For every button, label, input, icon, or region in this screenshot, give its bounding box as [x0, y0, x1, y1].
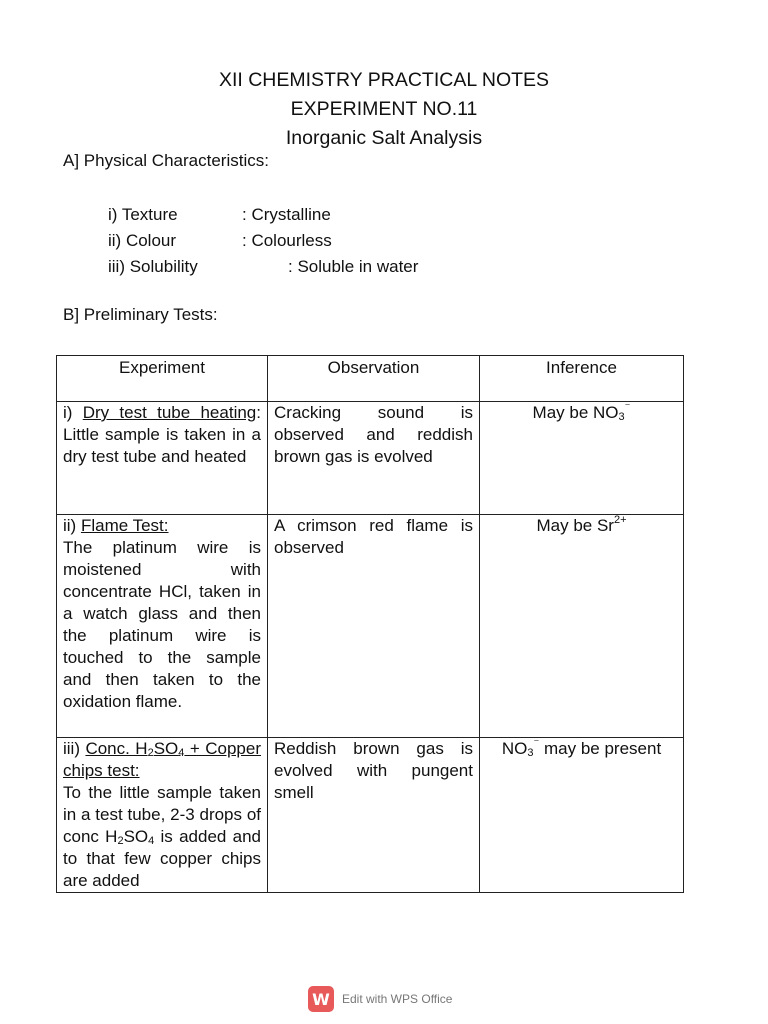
experiment-procedure: Little sample is taken in a dry test tube and heated: [63, 425, 261, 466]
experiment-subject: Inorganic Salt Analysis: [285, 127, 483, 149]
experiment-title: Flame Test:: [80, 516, 169, 535]
experiment-title: Dry test tube heating: [82, 403, 257, 422]
wps-edit-text: Edit with WPS Office: [342, 992, 453, 1006]
subscript: 4: [148, 835, 155, 847]
inference-cell: [480, 738, 684, 893]
section-a-heading: A] Physical Characteristics:: [63, 151, 269, 170]
experiment-cell: [57, 738, 268, 893]
title-part: SO: [153, 739, 179, 758]
experiment-cell: [57, 402, 268, 515]
wps-edit-link[interactable]: [308, 986, 452, 1012]
table-header-row: [57, 356, 684, 402]
column-header-inference: Inference: [480, 356, 684, 402]
experiment-number: EXPERIMENT NO.11: [290, 98, 478, 120]
superscript: ⁻: [624, 401, 631, 413]
inference-text: may be present: [539, 739, 662, 758]
property-label: i) Texture: [108, 205, 178, 224]
column-header-experiment: Experiment: [57, 356, 268, 402]
inference-text: May be NO: [532, 403, 619, 422]
row-number: iii): [63, 739, 86, 758]
observation-cell: Reddish brown gas is evolved with pungent smell: [268, 738, 480, 893]
doc-title: XII CHEMISTRY PRACTICAL NOTES: [218, 69, 550, 91]
subscript: 3: [618, 411, 625, 423]
observation-cell: Cracking sound is observed and reddish brown gas is evolved: [268, 402, 480, 515]
subscript: 4: [178, 747, 185, 759]
document-title-block: [0, 66, 768, 153]
column-header-observation: Observation: [268, 356, 480, 402]
table-row: [57, 515, 684, 738]
subscript: 2: [117, 835, 124, 847]
title-colon: :: [256, 403, 261, 422]
subscript: 3: [527, 747, 534, 759]
experiment-cell: [57, 515, 268, 738]
wps-logo-icon: W: [308, 986, 334, 1012]
superscript: 2+: [613, 514, 627, 526]
row-number: ii): [63, 516, 81, 535]
title-part: Conc. H: [85, 739, 148, 758]
procedure-part: SO: [123, 827, 149, 846]
title-part: + Copper chips test:: [63, 739, 261, 780]
observation-cell: A crimson red flame is observed: [268, 515, 480, 738]
row-number: i): [63, 403, 83, 422]
property-value: : Soluble in water: [288, 257, 419, 276]
procedure-part: To the little sample taken in a test tube, 2-3 drops of conc H: [63, 783, 261, 846]
superscript: ⁻: [533, 737, 540, 749]
experiment-procedure: The platinum wire is moistened with concentrate HCl, taken in a watch glass and then the platinum wire is touched to the sample and then taken to the oxidation flame.: [63, 538, 261, 711]
table-row: [57, 402, 684, 515]
inference-text: May be Sr: [536, 516, 614, 535]
inference-cell: [480, 515, 684, 738]
experiment-title: [63, 739, 261, 780]
property-value: : Colourless: [242, 231, 332, 250]
table-row: [57, 738, 684, 893]
procedure-part: is added and to that few copper chips are added: [63, 827, 261, 890]
property-label: iii) Solubility: [108, 257, 198, 276]
property-value: : Crystalline: [242, 205, 331, 224]
inference-cell: [480, 402, 684, 515]
property-label: ii) Colour: [108, 231, 177, 250]
preliminary-tests-table: [56, 355, 684, 893]
subscript: 2: [147, 747, 154, 759]
section-b-heading: B] Preliminary Tests:: [63, 305, 218, 324]
inference-text: NO: [501, 739, 528, 758]
